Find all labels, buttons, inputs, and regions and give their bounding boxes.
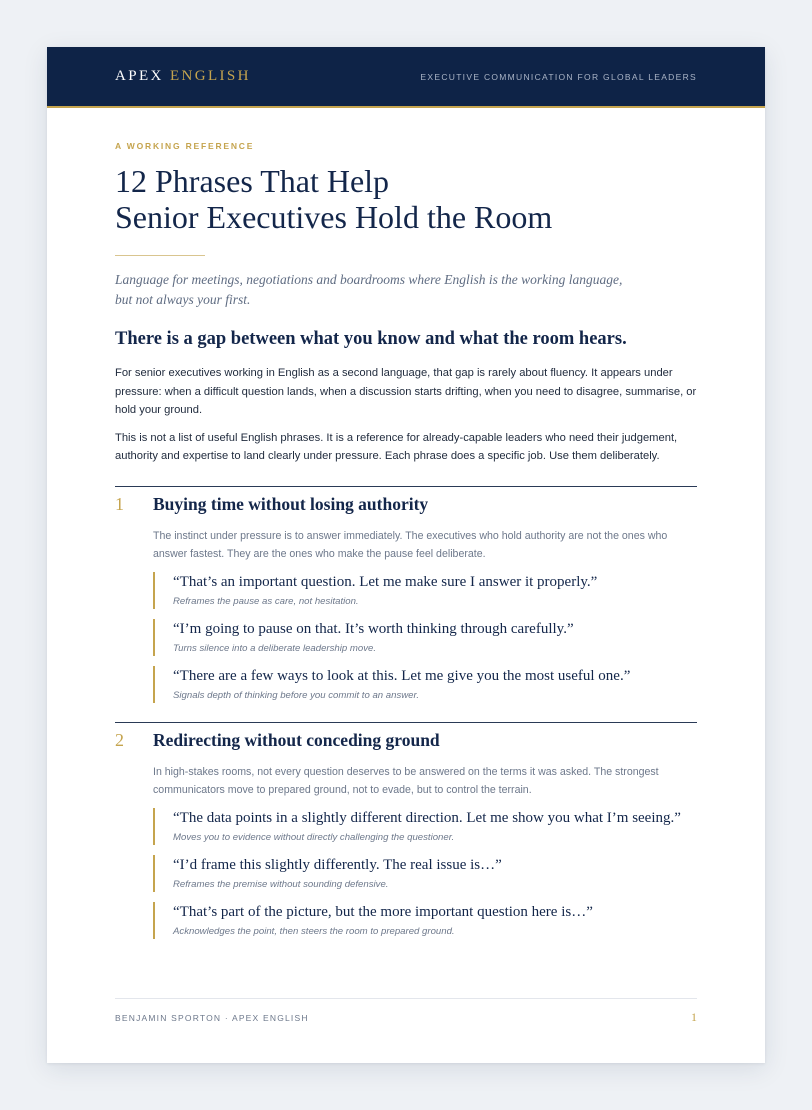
page-footer: [115, 998, 697, 1025]
section-intro: The instinct under pressure is to answer immediately. The executives who hold authority are not the ones who answer fastest. They are the ones who make the pause feel deliberate.: [153, 529, 668, 560]
phrase-block: [153, 855, 697, 892]
phrase-note: Acknowledges the point, then steers the room to prepared ground.: [173, 925, 455, 937]
phrase-note: Moves you to evidence without directly challenging the questioner.: [173, 831, 455, 843]
phrase-note: Signals depth of thinking before you commit to an answer.: [173, 689, 420, 701]
title-line-2: Senior Executives Hold the Room: [115, 199, 553, 235]
intro-paragraph-1: For senior executives working in English as a second language, that gap is rarely about fluency. It appears under pressure: when a difficult question lands, when a discussion starts drifting, when you need to disagree, summarise, or hold your ground.: [115, 367, 697, 416]
phrase-quote: “I’d frame this slightly differently. The real issue is…”: [173, 856, 502, 873]
lede: [115, 270, 697, 310]
section-number: 1: [115, 493, 124, 514]
page-title: [115, 163, 697, 235]
footer-credit: BENJAMIN SPORTON · APEX ENGLISH: [115, 1013, 309, 1023]
tagline: EXECUTIVE COMMUNICATION FOR GLOBAL LEADERS: [420, 71, 697, 82]
page-number: 1: [691, 1010, 697, 1024]
lede-line-1: Language for meetings, negotiations and boardrooms where English is the working language,: [115, 272, 623, 287]
intro-heading: There is a gap between what you know and what the room hears.: [115, 329, 627, 349]
document-body: [47, 141, 765, 939]
title-divider: [115, 255, 205, 256]
section-1: [115, 486, 697, 703]
section-title: Buying time without losing authority: [153, 493, 429, 514]
phrase-note: Turns silence into a deliberate leadership move.: [173, 642, 377, 654]
phrase-note: Reframes the premise without sounding defensive.: [173, 878, 389, 890]
phrase-quote: “That’s part of the picture, but the more important question here is…”: [173, 903, 593, 920]
phrase-block: [153, 666, 697, 703]
section-header: [115, 730, 697, 751]
section-header: [115, 494, 697, 515]
brand-primary: APEX: [115, 68, 164, 84]
phrase-block: [153, 619, 697, 656]
phrase-quote: “The data points in a slightly different direction. Let me show you what I’m seeing.”: [173, 809, 681, 826]
brand-accent: ENGLISH: [169, 68, 251, 84]
section-2: [115, 722, 697, 939]
phrase-block: [153, 572, 697, 609]
phrase-quote: “That’s an important question. Let me make sure I answer it properly.”: [173, 573, 598, 590]
masthead: [47, 47, 765, 108]
lede-line-2: but not always your first.: [115, 292, 251, 307]
document-page: [47, 47, 765, 1063]
section-number: 2: [115, 729, 124, 750]
phrase-quote: “There are a few ways to look at this. Let me give you the most useful one.”: [173, 667, 631, 684]
eyebrow-label: A WORKING REFERENCE: [115, 141, 255, 151]
phrase-block: [153, 902, 697, 939]
intro-paragraph-2: This is not a list of useful English phrases. It is a reference for already-capable leaders who need their judgement, authority and expertise to land clearly under pressure. Each phrase does a specific job. Use them deliberately.: [115, 431, 678, 462]
section-title: Redirecting without conceding ground: [153, 729, 440, 750]
title-line-1: 12 Phrases That Help: [115, 163, 390, 199]
phrase-block: [153, 808, 697, 845]
phrase-note: Reframes the pause as care, not hesitation.: [173, 595, 359, 607]
phrase-quote: “I’m going to pause on that. It’s worth thinking through carefully.”: [173, 620, 574, 637]
brand-logo: [115, 68, 251, 85]
section-intro: In high-stakes rooms, not every question deserves to be answered on the terms it was asked. The strongest communicators move to prepared ground, not to evade, but to control the terrain.: [153, 765, 659, 796]
